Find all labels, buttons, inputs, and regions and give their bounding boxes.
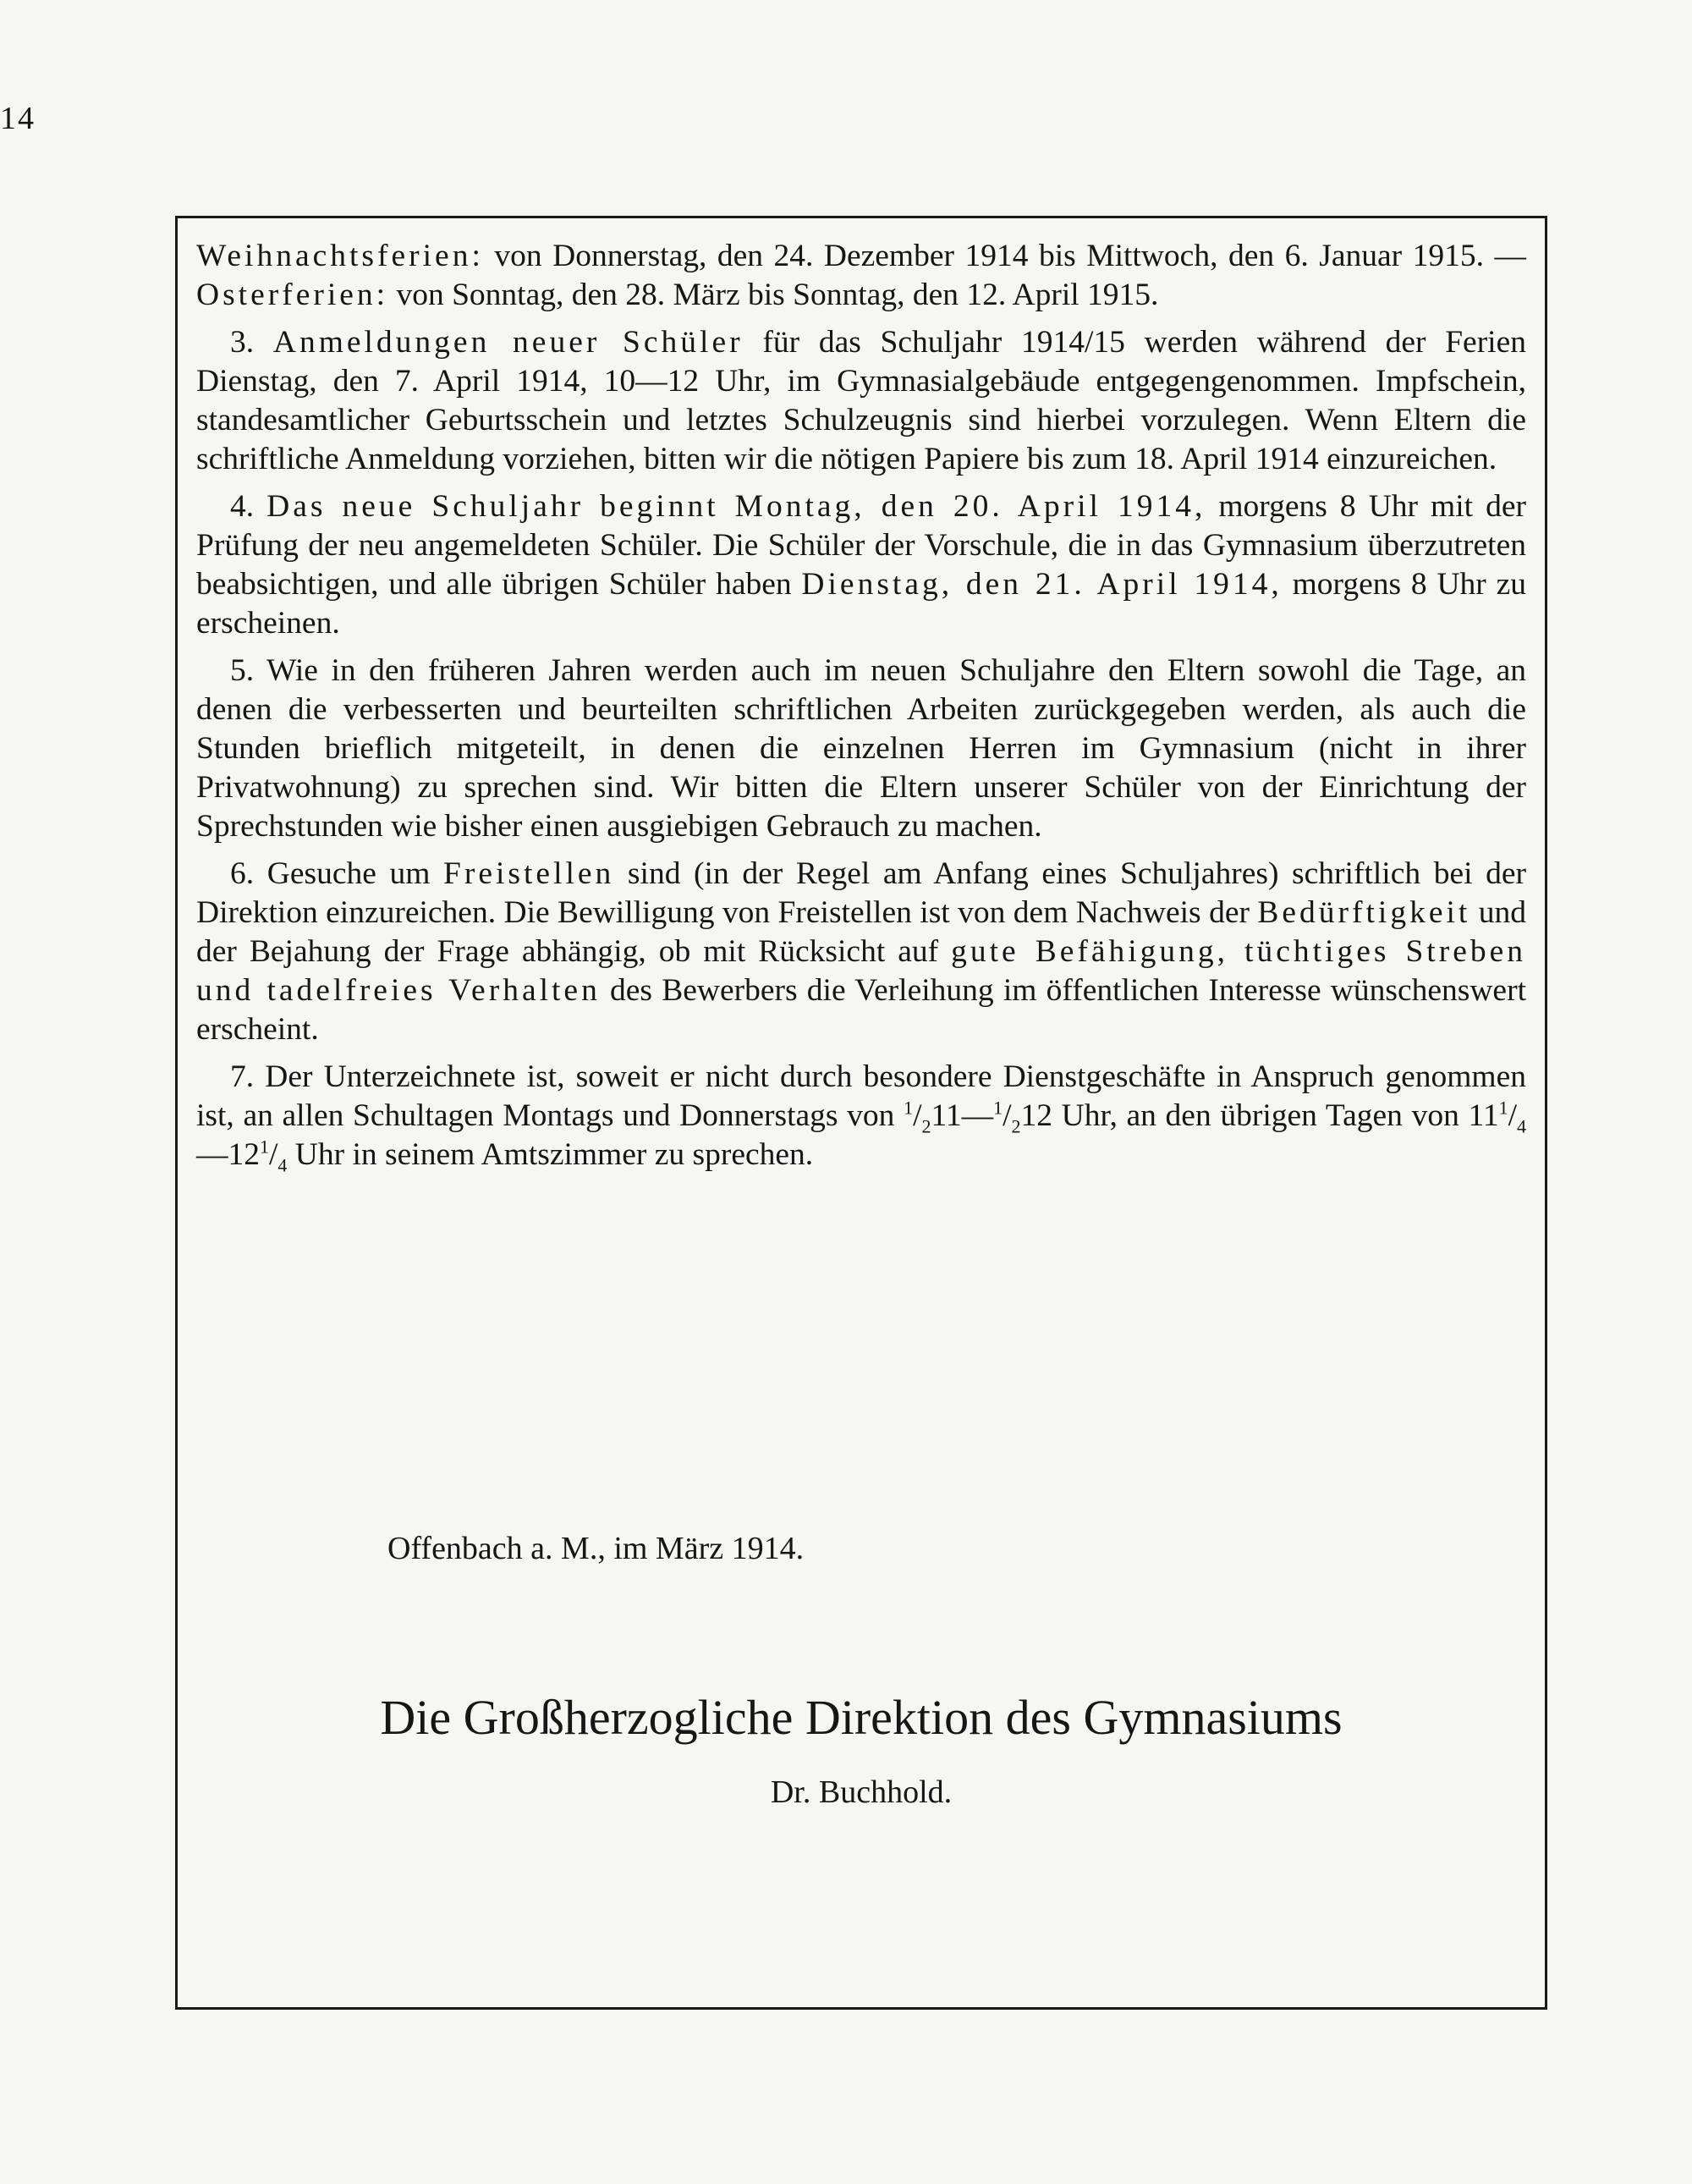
- easter-label: Osterferien:: [196, 278, 389, 312]
- signature-title: Die Großherzogliche Direktion des Gymnasiums: [380, 1690, 1343, 1745]
- christmas-text: von Donnerstag, den 24. Dezember 1914 bis Mittwoch, den 6. Januar 1915. —: [483, 239, 1526, 273]
- fraction-denominator: 4: [1517, 1115, 1526, 1137]
- section-lead-3: gute Befähigung, tüchtiges Streben und tadelfreies Verhalten: [196, 934, 1526, 1008]
- fraction-numerator: 1: [1498, 1097, 1508, 1119]
- christmas-label: Weihnachtsferien:: [196, 239, 484, 273]
- fraction-denominator: 4: [277, 1154, 288, 1176]
- holidays-paragraph: [196, 237, 1526, 315]
- page-number: 14: [0, 101, 36, 136]
- fraction-denominator: 2: [1011, 1115, 1021, 1137]
- section-3: [196, 323, 1526, 479]
- section-lead: Anmeldungen neuer Schüler: [272, 325, 744, 360]
- section-4: [196, 487, 1526, 643]
- section-text-a: Gesuche um: [266, 856, 444, 891]
- section-lead: Das neue Schuljahr beginnt Montag, den 20. April 1914,: [266, 489, 1206, 524]
- place-date: Offenbach a. M., im März 1914.: [387, 1531, 805, 1566]
- section-text-b: sind (in der Regel am Anfang eines Schuljahres) schriftlich bei der Direktion einzureichen. Die Bewilligung von Freistellen ist von dem Nachweis der: [196, 856, 1527, 930]
- section-text-c: und der Bejahung der Frage abhängig, ob mit Rücksicht auf: [196, 895, 1526, 969]
- section-6: [196, 855, 1526, 1049]
- section-text-t2: 12 Uhr, an den übrigen Tagen von 11: [1020, 1098, 1499, 1133]
- section-lead-2: Dienstag, den 21. April 1914,: [801, 567, 1283, 602]
- section-text-d: des Bewerbers die Verleihung im öffentlichen Interesse wünschenswert erscheint.: [196, 973, 1526, 1047]
- section-number: 3.: [230, 325, 255, 360]
- fraction-numerator: 1: [260, 1136, 269, 1158]
- section-number: 6.: [230, 856, 255, 891]
- section-text-t1: 11—: [931, 1098, 994, 1133]
- section-lead-2: Bedürftigkeit: [1257, 895, 1471, 930]
- section-text-2: morgens 8 Uhr zu erscheinen.: [196, 567, 1526, 641]
- section-5: [196, 652, 1526, 846]
- section-text-t3: —12: [196, 1137, 260, 1172]
- section-lead: Freistellen: [443, 856, 615, 891]
- fraction-numerator: 1: [904, 1097, 914, 1119]
- section-text-t4: Uhr in seinem Amtszimmer zu sprechen.: [287, 1137, 814, 1172]
- easter-text: von Sonntag, den 28. März bis Sonntag, den 12. April 1915.: [388, 278, 1159, 312]
- section-text: morgens 8 Uhr mit der Prüfung der neu angemeldeten Schüler. Die Schüler der Vorschule, die in das Gymnasium überzutreten beabsichtigen, und alle übrigen Schüler haben: [196, 489, 1526, 602]
- section-text-a: Der Unterzeichnete ist, soweit er nicht durch besondere Dienstgeschäfte in Anspruch genommen ist, an allen Schultagen Montags und Donnerstags von: [196, 1059, 1526, 1133]
- section-7: 7. Der Unterzeichnete ist, soweit er nicht durch besondere Dienstgeschäfte in Anspruch genommen ist, an allen Schultagen Montags und Donnerstags von $^1/_211—^1/_212$ Uhr, an den übrigen Tagen von $11^1/_4—12^1/_4$ Uhr in seinem Amtszimmer zu sprechen.: [196, 1059, 1526, 1176]
- section-text: Wie in den früheren Jahren werden auch im neuen Schuljahre den Eltern sowohl die Tage, an denen die verbesserten und beurteilten schriftlichen Arbeiten zurückgegeben werden, als auch die Stunden brieflich mitgeteilt, in denen die einzelnen Herren im Gymnasium (nicht in ihrer Privatwohnung) zu sprechen sind. Wir bitten die Eltern unserer Schüler von der Einrichtung der Sprechstunden wie bisher einen ausgiebigen Gebrauch zu machen.: [196, 653, 1527, 844]
- signature-name: Dr. Buchhold.: [770, 1774, 953, 1810]
- text-frame: [175, 216, 1547, 2010]
- section-number: 7.: [230, 1059, 255, 1094]
- section-number: 4.: [230, 489, 255, 524]
- fraction-numerator: 1: [993, 1097, 1003, 1119]
- section-number: 5.: [230, 653, 255, 688]
- fraction-denominator: 2: [921, 1115, 931, 1137]
- section-text: für das Schuljahr 1914/15 werden während der Ferien Dienstag, den 7. April 1914, 10—12 Uhr, im Gymnasialgebäude entgegengenommen. Impfschein, standesamtlicher Geburtsschein und letztes Schulzeugnis sind hierbei vorzulegen. Wenn Eltern die schriftliche Anmeldung vorziehen, bitten wir die nötigen Papiere bis zum 18. April 1914 einzureichen.: [196, 325, 1526, 476]
